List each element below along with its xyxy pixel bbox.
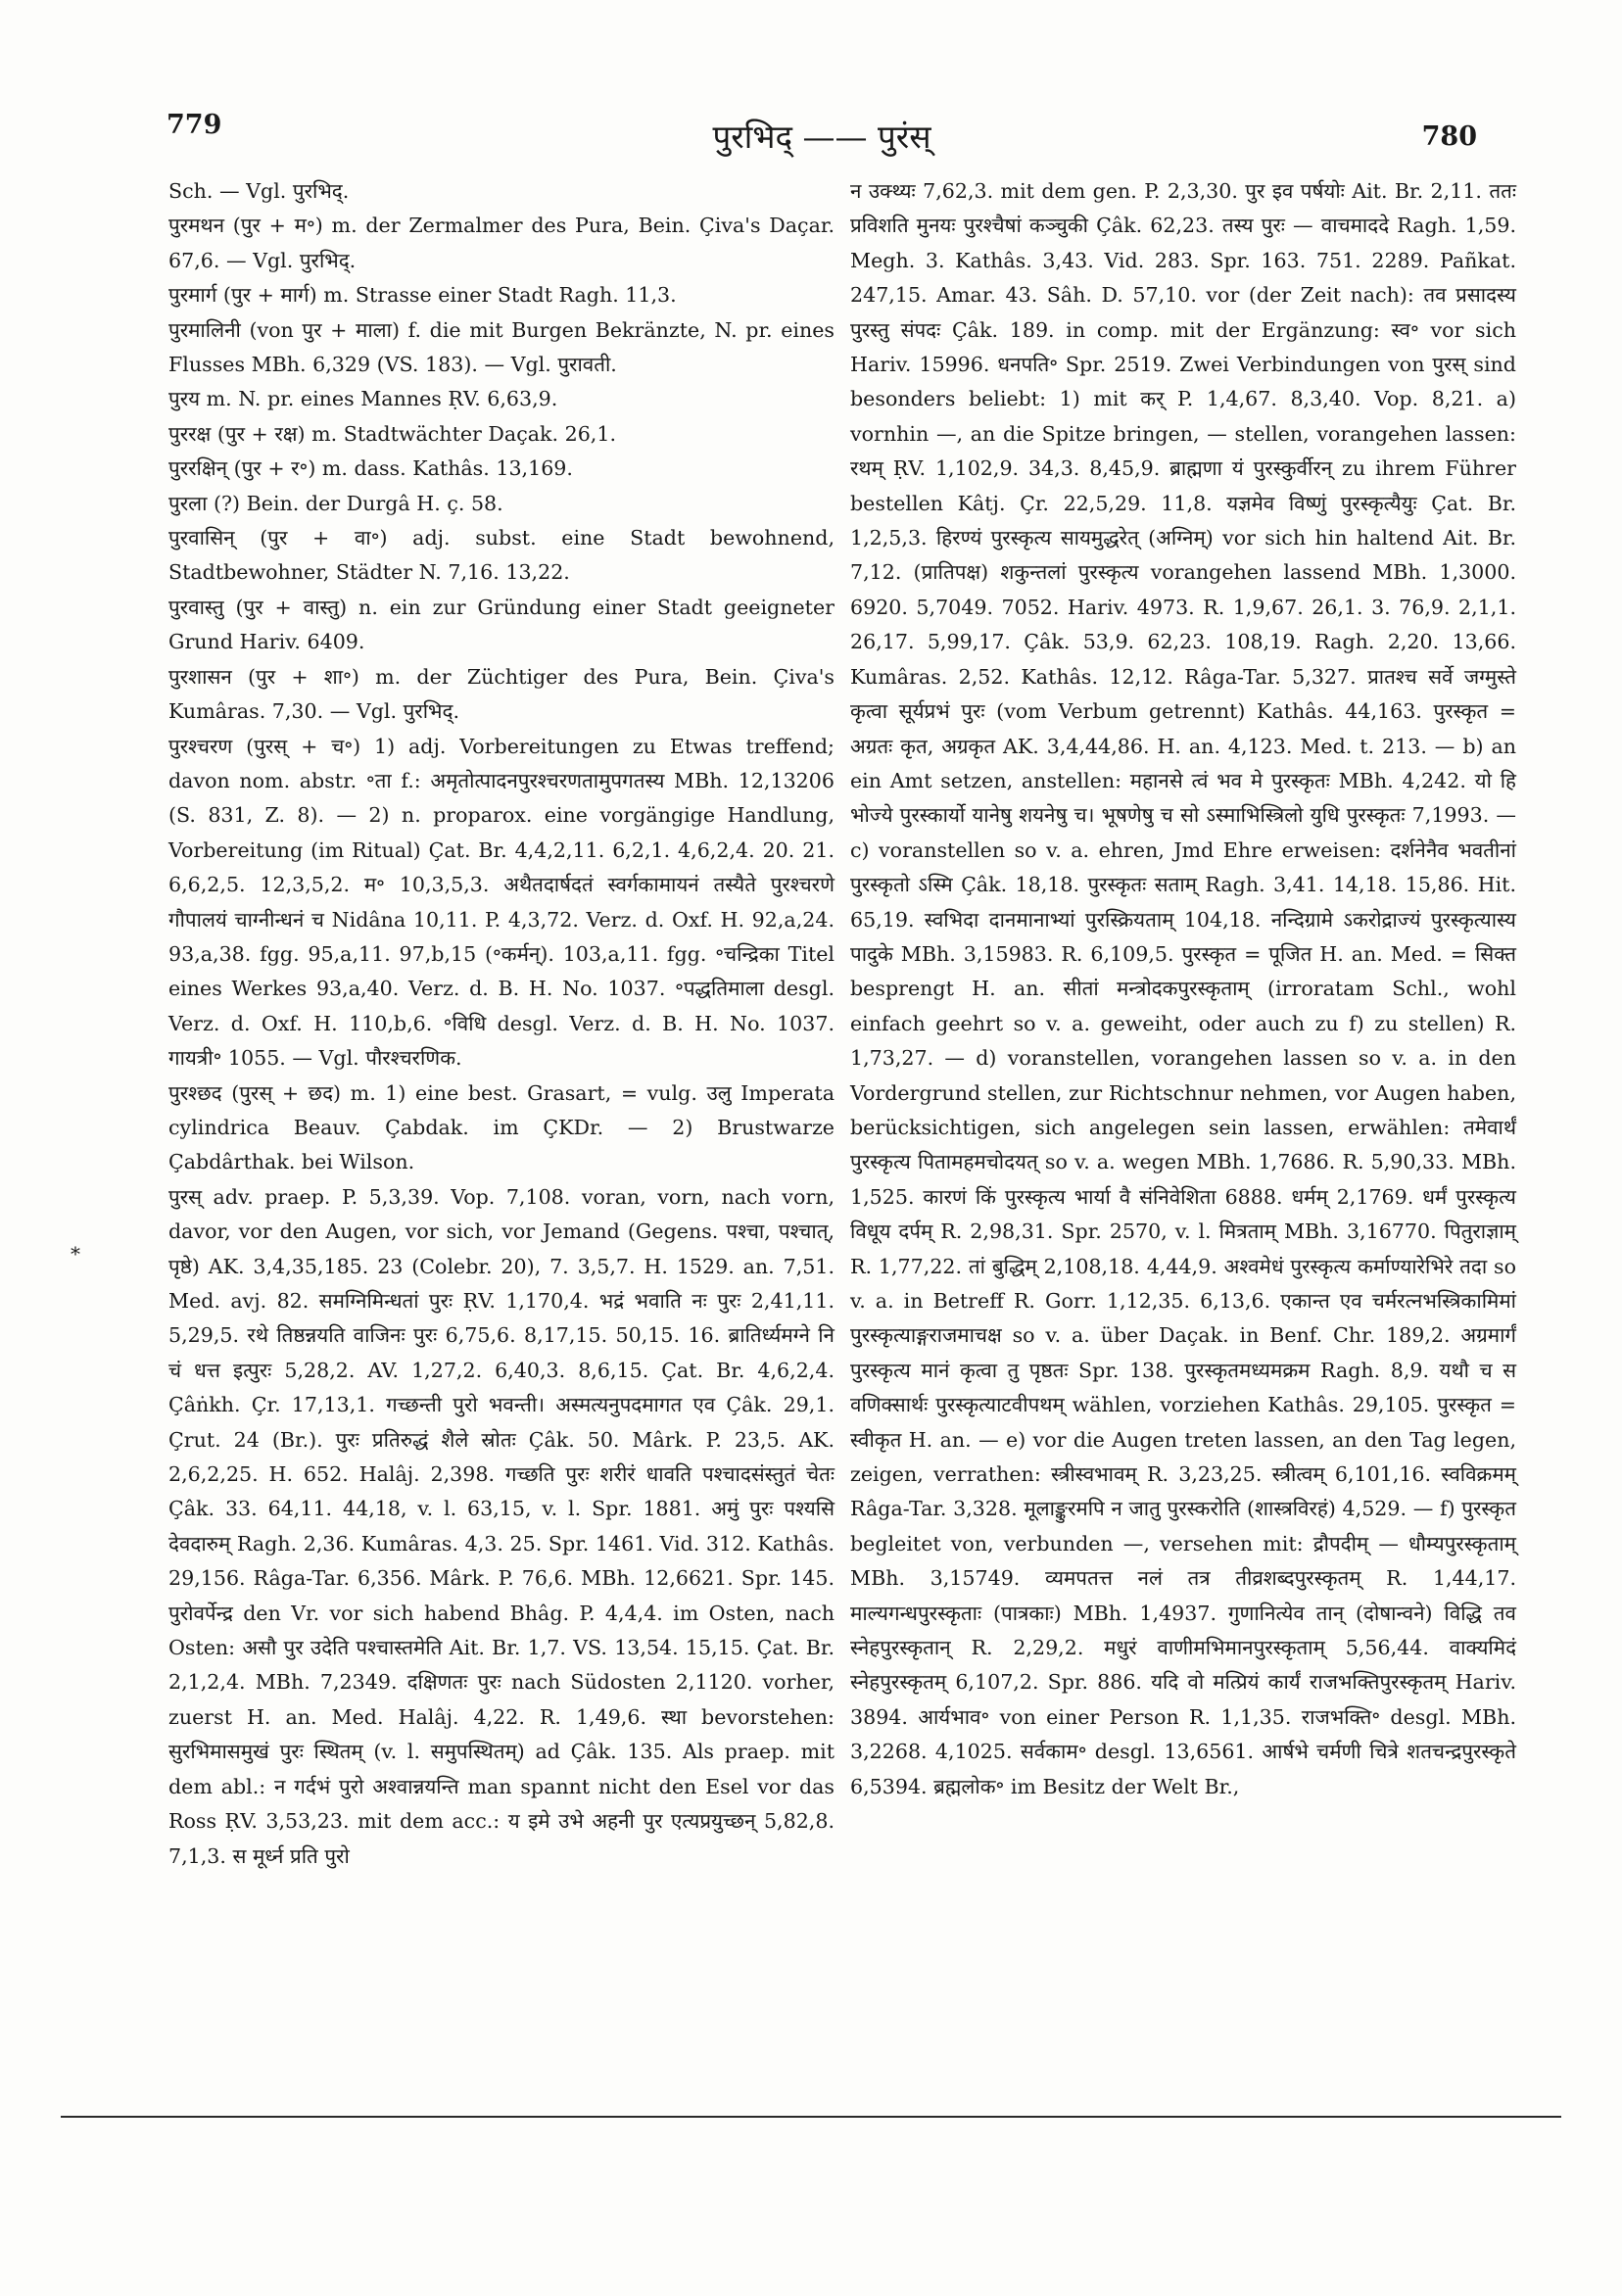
left-page-number: 779 [167, 110, 222, 140]
entry: पुरमालिनी (von पुर + माला) f. die mit Burgen Bekränzte, N. pr. eines Flusses MBh. 6,329 (VS. 183). — Vgl. पुरावती. [168, 317, 835, 377]
entry: पुररक्ष (पुर + रक्ष) m. Stadtwächter Daçak. 26,1. [168, 421, 616, 446]
entry: पुरस् adv. praep. P. 5,3,39. Vop. 7,108. voran, vorn, nach vorn, davor, vor den Augen, vor sich, vor Jemand (Gegens. पश्चा, पश्चात्, पृष्ठे) AK. 3,4,35,185. 23 (Colebr. 20), 7. 3,5,7. H. 1529. an. 7,51. Med. avj. 82. समग्निमिन्धतां पुरः ṚV. 1,170,4. भद्रं भवाति नः पुरः 2,41,11. 5,29,5. रथे तिष्ठन्नयति वाजिनः पुरः 6,75,6. 8,17,15. 50,15. 16. ब्रातिर्ध्यमग्ने नि चं धत्त इत्पुरः 5,28,2. AV. 1,27,2. 6,40,3. 8,6,15. Çat. Br. 4,6,2,4. Çâṅkh. Çr. 17,13,1. गच्छन्ती पुरो भवन्ती। अस्मत्यनुपदमागत एव Çâk. 29,1. Çrut. 24 (Br.). पुरः प्रतिरुद्धं शैले स्रोतः Çâk. 50. Mârk. P. 23,5. AK. 2,6,2,25. H. 652. Halâj. 2,398. गच्छति पुरः शरीरं धावति पश्चादसंस्तुतं चेतः Çâk. 33. 64,11. 44,18, v. l. 63,15, v. l. Spr. 1881. अमुं पुरः पश्यसि देवदारुम् Ragh. 2,36. Kumâras. 4,3. 25. Spr. 1461. Vid. 312. Kathâs. 29,156. Râga-Tar. 6,356. Mârk. P. 76,6. MBh. 12,6621. Spr. 145. पुरोवर्पेन्द्र den Vr. vor sich habend Bhâg. P. 4,4,4. im Osten, nach Osten: असौ पुर उदेति पश्चास्तमेति Ait. Br. 1,7. VS. 13,54. 15,15. Çat. Br. 2,1,2,4. MBh. 7,2349. दक्षिणतः पुरः nach Südosten 2,1120. vorher, zuerst H. an. Med. Halâj. 4,22. R. 1,49,6. स्था bevorstehen: सुरभिमासमुखं पुरः स्थितम् (v. l. समुपस्थितम्) ad Çâk. 135. Als praep. mit dem abl.: न गर्दभं पुरो अश्वान्नयन्ति man spannt nicht den Esel vor das Ross ṚV. 3,53,23. mit dem acc.: य इमे उभे अहनी पुर एत्यप्रयुच्छन् 5,82,8. 7,1,3. स मूर्ध्न प्रति पुरो [168, 1184, 835, 1868]
running-title: पुरभिद् —— पुरंस् [712, 118, 931, 156]
entry: पुरय m. N. pr. eines Mannes ṚV. 6,63,9. [168, 387, 558, 411]
entry: पुरमार्ग (पुर + मार्ग) m. Strasse einer Stadt Ragh. 11,3. [168, 283, 677, 308]
entry: पुरश्छद (पुरस् + छद) m. 1) eine best. Grasart, = vulg. उलु Imperata cylindrica Beauv. Çabdak. im ÇKDr. — 2) Brustwarze Çabdârthak. bei Wilson. [168, 1080, 835, 1174]
page-header [167, 110, 1477, 159]
entry: पुरवास्तु (पुर + वास्तु) n. ein zur Gründung einer Stadt geeigneter Grund Hariv. 6409. [168, 595, 835, 654]
entry: पुररक्षिन् (पुर + र॰) m. dass. Kathâs. 13,169. [168, 456, 573, 481]
entry: न उक्थ्यः 7,62,3. mit dem gen. P. 2,3,30. पुर इव पर्षयोः Ait. Br. 2,11. ततः प्रविशति मुनयः पुरश्चैषां कञ्चुकी Çâk. 62,23. तस्य पुरः — वाचमाददे Ragh. 1,59. Megh. 3. Kathâs. 3,43. Vid. 283. Spr. 163. 751. 2289. Pañkat. 247,15. Amar. 43. Sâh. D. 57,10. vor (der Zeit nach): तव प्रसादस्य पुरस्तु संपदः Çâk. 189. in comp. mit der Ergänzung: स्व॰ vor sich Hariv. 15996. धनपति॰ Spr. 2519. Zwei Verbindungen von पुरस् sind besonders beliebt: 1) mit कर् P. 1,4,67. 8,3,40. Vop. 8,21. a) vornhin —, an die Spitze bringen, — stellen, vorangehen lassen: रथम् ṚV. 1,102,9. 34,3. 8,45,9. ब्राह्मणा यं पुरस्कुर्वीरन् zu ihrem Führer bestellen Kâtj. Çr. 22,5,29. 11,8. यज्ञमेव विष्णुं पुरस्कृत्यैयुः Çat. Br. 1,2,5,3. हिरण्यं पुरस्कृत्य सायमुद्धरेत् (अग्निम्) vor sich hin haltend Ait. Br. 7,12. (प्रातिपक्ष) शकुन्तलां पुरस्कृत्य vorangehen lassend MBh. 1,3000. 6920. 5,7049. 7052. Hariv. 4973. R. 1,9,67. 26,1. 3. 76,9. 2,1,1. 26,17. 5,99,17. Çâk. 53,9. 62,23. 108,19. Ragh. 2,20. 13,66. Kumâras. 2,52. Kathâs. 12,12. Râga-Tar. 5,327. प्रातश्च सर्वे जग्मुस्ते कृत्वा सूर्यप्रभं पुरः (vom Verbum getrennt) Kathâs. 44,163. पुरस्कृत = अग्रतः कृत, अग्रकृत AK. 3,4,44,86. H. an. 4,123. Med. t. 213. — b) an ein Amt setzen, anstellen: महानसे त्वं भव मे पुरस्कृतः MBh. 4,242. यो हि भोज्ये पुरस्कार्यो यानेषु शयनेषु च। भूषणेषु च सो ऽस्माभिस्त्रिलो युधि पुरस्कृतः 7,1993. — c) voranstellen so v. a. ehren, Jmd Ehre erweisen: दर्शनेनैव भवतीनां पुरस्कृतो ऽस्मि Çâk. 18,18. पुरस्कृतः सताम् Ragh. 3,41. 14,18. 15,86. Hit. 65,19. स्वभिदा दानमानाभ्यां पुरस्क्रियताम् 104,18. नन्दिग्रामे ऽकरोद्राज्यं पुरस्कृत्यास्य पादुके MBh. 3,15983. R. 6,109,5. पुरस्कृत = पूजित H. an. Med. = सिक्त besprengt H. an. सीतां मन्त्रोदकपुरस्कृताम् (irroratam Schl., wohl einfach geehrt so v. a. geweiht, oder auch zu f) zu stellen) R. 1,73,27. — d) voranstellen, vorangehen lassen so v. a. in den Vordergrund stellen, zur Richtschnur nehmen, vor Augen haben, berücksichtigen, sich angelegen sein lassen, erwählen: तमेवार्थं पुरस्कृत्य पितामहमचोदयत् so v. a. wegen MBh. 1,7686. R. 5,90,33. MBh. 1,525. कारणं किं पुरस्कृत्य भार्या वै संनिवेशिता 6888. धर्मम् 2,1769. धर्मं पुरस्कृत्य विधूय दर्पम् R. 2,98,31. Spr. 2570, v. l. मित्रताम् MBh. 3,16770. पितुराज्ञाम् R. 1,77,22. तां बुद्धिम् 2,108,18. 4,44,9. अश्वमेधं पुरस्कृत्य कर्माण्यारेभिरे तदा so v. a. in Betreff R. Gorr. 1,12,35. 6,13,6. एकान्त एव चर्मरत्नभस्त्रिकामिमां पुरस्कृत्याङ्गराजमाचक्ष so v. a. über Daçak. in Benf. Chr. 189,2. अग्रमार्गं पुरस्कृत्य मानं कृत्वा तु पृष्ठतः Spr. 138. पुरस्कृतमध्यमक्रम Ragh. 8,9. यथौ च स वणिक्सार्थः पुरस्कृत्याटवीपथम् wählen, vorziehen Kathâs. 29,105. पुरस्कृत = स्वीकृत H. an. — e) vor die Augen treten lassen, an den Tag legen, zeigen, verrathen: स्त्रीस्वभावम् R. 3,23,25. स्त्रीत्वम् 6,101,16. स्वविक्रमम् Râga-Tar. 3,328. मूलाङ्कुरमपि न जातु पुरस्करोति (शास्त्रविरहं) 4,529. — f) पुरस्कृत begleitet von, verbunden —, versehen mit: द्रौपदीम् — धौम्यपुरस्कृताम् MBh. 3,15749. व्यमपतत्त नलं तत्र तीव्रशब्दपुरस्कृतम् R. 1,44,17. माल्यगन्धपुरस्कृताः (पात्रकाः) MBh. 1,4937. गुणानित्येव तान् (दोषान्वने) विद्धि तव स्नेहपुरस्कृतान् R. 2,29,2. मधुरं वाणीमभिमानपुरस्कृताम् 5,56,44. वाक्यमिदं स्नेहपुरस्कृतम् 6,107,2. Spr. 886. यदि वो मत्प्रियं कार्यं राजभक्तिपुरस्कृतम् Hariv. 3894. आर्यभाव॰ von einer Person R. 1,1,35. राजभक्ति॰ desgl. MBh. 3,2268. 4,1025. सर्वकाम॰ desgl. 13,6561. आर्षभे चर्मणी चित्रे शतचन्द्रपुरस्कृते 6,5394. ब्रह्मलोक॰ im Besitz der Welt Br., [850, 179, 1516, 1798]
entry: पुरशासन (पुर + शा॰) m. der Züchtiger des Pura, Bein. Çiva's Kumâras. 7,30. — Vgl. पुरभिद्. [168, 664, 835, 724]
entry: पुरश्चरण (पुरस् + च॰) 1) adj. Vorbereitungen zu Etwas treffend; davon nom. abstr. ॰ता f.: अमृतोत्पादनपुरश्चरणतामुपगतस्य MBh. 12,13206 (S. 831, Z. 8). — 2) n. proparox. eine vorgängige Handlung, Vorbereitung (im Ritual) Çat. Br. 4,4,2,11. 6,2,1. 4,6,2,4. 20. 21. 6,6,2,5. 12,3,5,2. म॰ 10,3,5,3. अथैतदार्षदतं स्वर्गकामायनं तस्यैते पुरश्चरणे गौपालयं चाग्नीन्धनं च Nidâna 10,11. P. 4,3,72. Verz. d. Oxf. H. 92,a,24. 93,a,38. fgg. 95,a,11. 97,b,15 (॰कर्मन्). 103,a,11. fgg. ॰चन्द्रिका Titel eines Werkes 93,a,40. Verz. d. B. H. No. 1037. ॰पद्धतिमाला desgl. Verz. d. Oxf. H. 110,b,6. ॰विधि desgl. Verz. d. B. H. No. 1037. गायत्री॰ 1055. — Vgl. पौरश्चरणिक. [168, 734, 835, 1071]
right-page-number: 780 [1421, 121, 1477, 152]
entry: पुरवासिन् (पुर + वा॰) adj. subst. eine Stadt bewohnend, Stadtbewohner, Städter N. 7,16. 13,22. [168, 526, 835, 585]
entry: पुरमथन (पुर + म॰) m. der Zermalmer des Pura, Bein. Çiva's Daçar. 67,6. — Vgl. पुरभिद्. [168, 214, 835, 272]
entry: Sch. — Vgl. पुरभिद्. [168, 179, 350, 203]
footer-rule [61, 2116, 1561, 2118]
margin-mark: * [71, 1242, 80, 1266]
entry: पुरला (?) Bein. der Durgâ H. ç. 58. [168, 491, 503, 515]
right-column [850, 174, 1516, 1798]
left-column [168, 174, 835, 1868]
